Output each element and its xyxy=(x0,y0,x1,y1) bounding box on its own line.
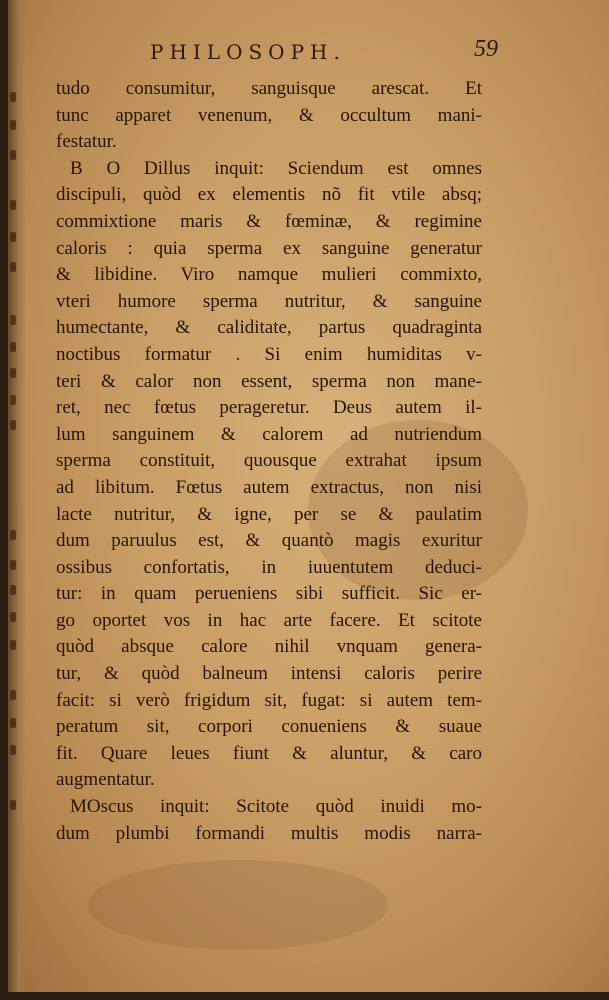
text-line: quòd absque calore nihil vnquam genera- xyxy=(56,636,482,658)
gutter-mark xyxy=(10,420,16,430)
gutter-mark xyxy=(10,150,16,160)
gutter-mark xyxy=(10,92,16,102)
gutter-mark xyxy=(10,315,16,325)
gutter-mark xyxy=(10,800,16,810)
gutter-mark xyxy=(10,612,16,622)
text-line: augmentatur. xyxy=(56,769,155,791)
body-text xyxy=(56,76,482,847)
text-line: caloris : quia sperma ex sanguine generatur xyxy=(56,237,482,259)
text-line: B O Dillus inquit: Sciendum est omnes xyxy=(70,157,482,179)
gutter-mark xyxy=(10,745,16,755)
gutter-mark xyxy=(10,342,16,352)
gutter-mark xyxy=(10,530,16,540)
text-line: vteri humore sperma nutritur, & sanguine xyxy=(56,290,482,312)
page-header xyxy=(68,36,498,70)
gutter-mark xyxy=(10,200,16,210)
text-line: discipuli, quòd ex elementis nõ fit vtile absq; xyxy=(56,184,482,206)
text-line: lacte nutritur, & igne, per se & paulatim xyxy=(56,503,482,525)
gutter-mark xyxy=(10,368,16,378)
text-line: tudo consumitur, sanguisque arescat. Et xyxy=(56,78,482,99)
text-line: fit. Quare leues fiunt & aluntur, & caro xyxy=(56,742,482,764)
text-line: go oportet vos in hac arte facere. Et scitote xyxy=(56,609,482,631)
gutter-mark xyxy=(10,120,16,130)
text-line: noctibus formatur . Si enim humiditas v- xyxy=(56,343,482,365)
page-gutter xyxy=(8,0,26,992)
text-line: dum plumbi formandi multis modis narra- xyxy=(56,822,482,844)
gutter-mark xyxy=(10,718,16,728)
book-page xyxy=(8,0,609,992)
text-line: MOscus inquit: Scitote quòd inuidi mo- xyxy=(70,796,482,818)
gutter-mark xyxy=(10,262,16,272)
gutter-mark xyxy=(10,585,16,595)
gutter-mark xyxy=(10,560,16,570)
text-line: peratum sit, corpori conueniens & suaue xyxy=(56,716,482,738)
text-line: & libidine. Viro namque mulieri commixto, xyxy=(56,264,482,286)
text-line: ad libitum. Fœtus autem extractus, non nisi xyxy=(56,476,482,498)
text-line: tur: in quam perueniens sibi sufficit. Sic er- xyxy=(56,583,482,605)
text-line: teri & calor non essent, sperma non mane- xyxy=(56,370,482,392)
text-line: humectante, & caliditate, partus quadraginta xyxy=(56,317,482,339)
running-head: PHILOSOPH. xyxy=(150,40,346,64)
text-line: sperma constituit, quousque extrahat ipsum xyxy=(56,450,482,472)
text-line: dum paruulus est, & quantò magis exuritur xyxy=(56,530,482,552)
gutter-mark xyxy=(10,232,16,242)
text-line: lum sanguinem & calorem ad nutriendum xyxy=(56,423,482,445)
gutter-mark xyxy=(10,395,16,405)
text-line: festatur. xyxy=(56,131,117,153)
gutter-mark xyxy=(10,690,16,700)
text-line: tur, & quòd balneum intensi caloris perire xyxy=(56,663,482,685)
text-line: tunc apparet venenum, & occultum mani- xyxy=(56,104,482,126)
text-line: commixtione maris & fœminæ, & regimine xyxy=(56,210,482,232)
text-line: facit: si verò frigidum sit, fugat: si autem tem- xyxy=(56,689,482,711)
paper-stain xyxy=(88,860,388,950)
gutter-mark xyxy=(10,640,16,650)
text-line: ret, nec fœtus perageretur. Deus autem il- xyxy=(56,397,482,419)
page-number: 59 xyxy=(474,36,498,62)
text-line: ossibus confortatis, in iuuentutem deduci- xyxy=(56,556,482,578)
